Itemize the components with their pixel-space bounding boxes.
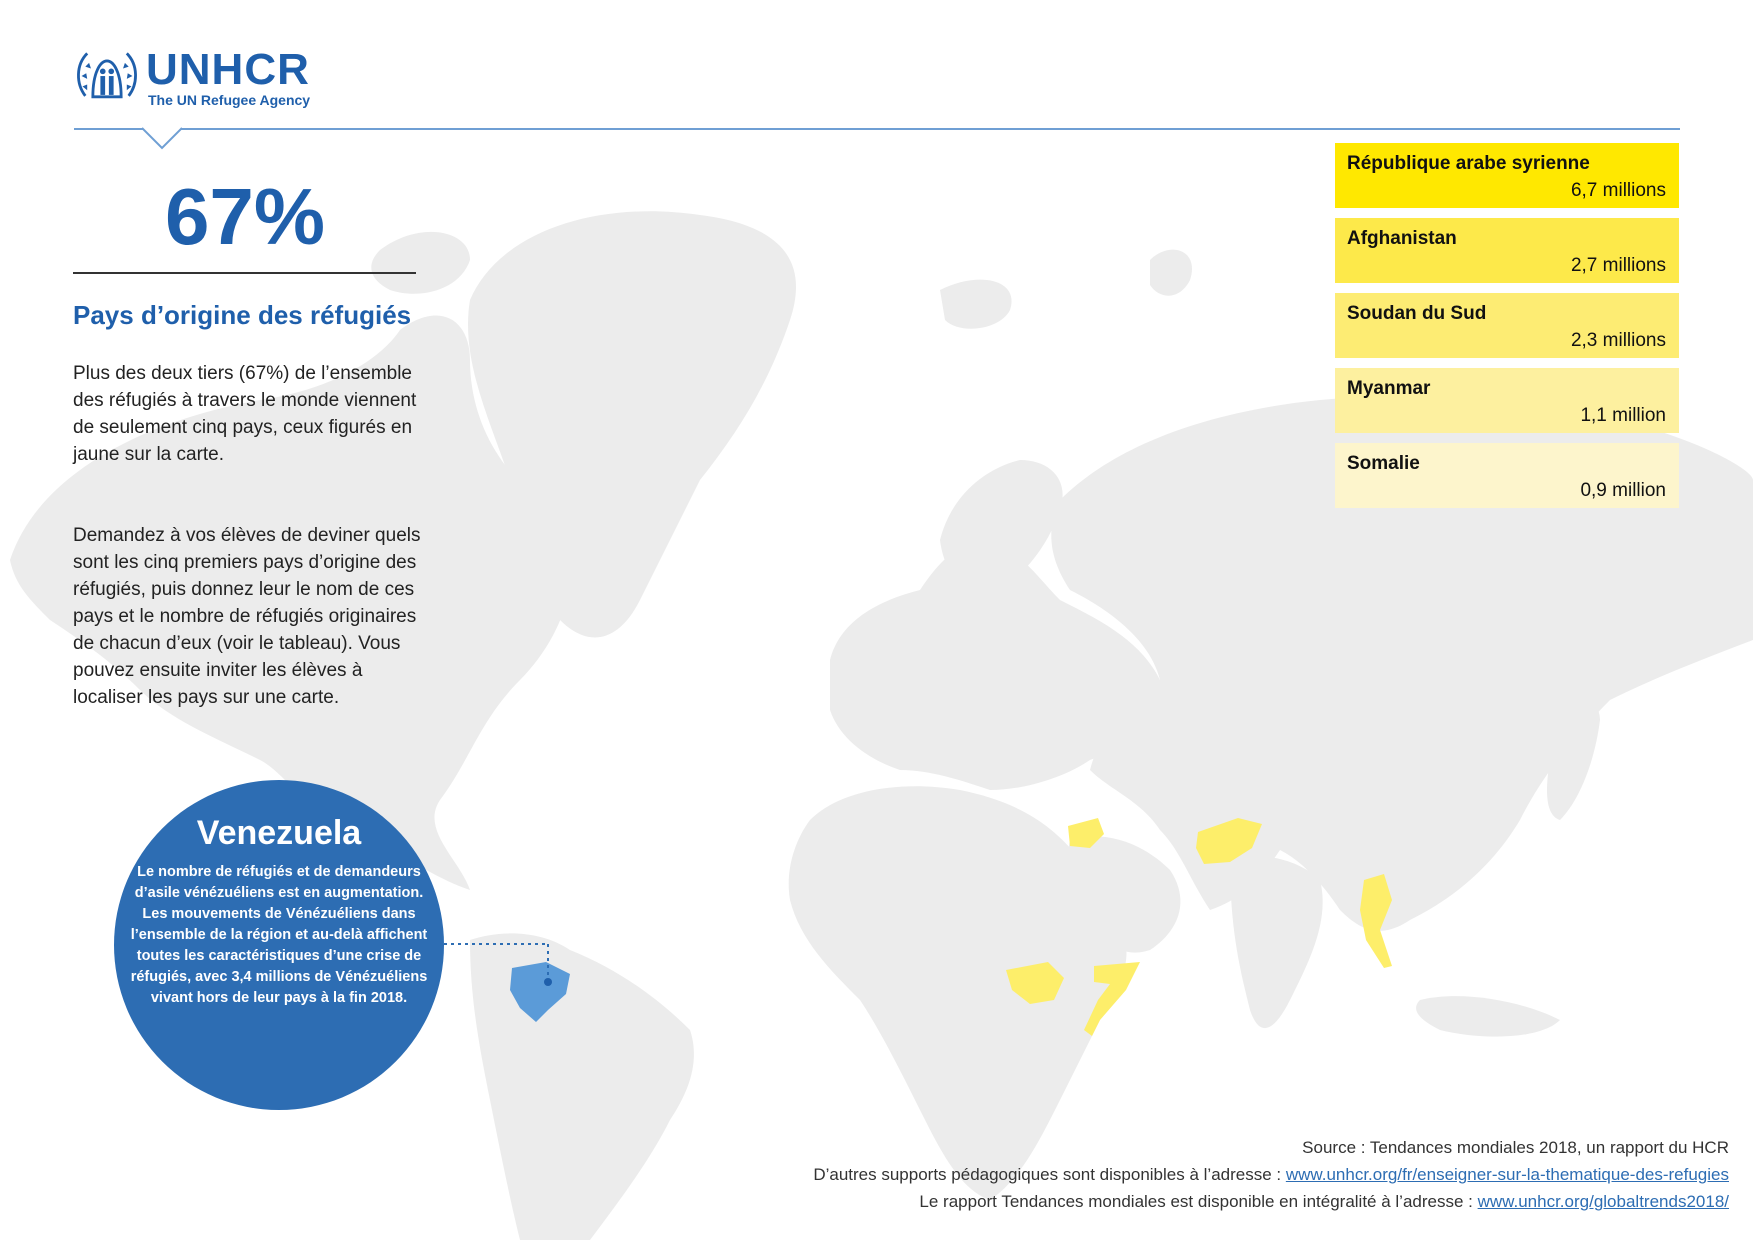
big-percentage: 67% <box>164 172 326 261</box>
intro-paragraph: Plus des deux tiers (67%) de l’ensemble des réfugiés à travers le monde viennent de seulement cinq pays, ceux figurés en jaune sur la carte. <box>73 363 417 465</box>
footer-resources <box>629 1165 1729 1185</box>
scandinavia-shape <box>940 460 1063 593</box>
logo-tagline: The UN Refugee Agency <box>148 92 311 108</box>
venezuela-dot <box>544 978 552 986</box>
global-trends-link[interactable]: www.unhcr.org/globaltrends2018/ <box>1477 1192 1729 1211</box>
japan-shape <box>1547 696 1600 820</box>
header-divider <box>74 128 1680 130</box>
section-heading: Pays d’origine des réfugiés <box>73 300 412 330</box>
country-row <box>1335 443 1679 508</box>
footer-source: Source : Tendances mondiales 2018, un rapport du HCR <box>1302 1138 1729 1157</box>
indonesia-shape <box>1416 996 1560 1036</box>
top-countries-table <box>1335 143 1679 518</box>
stat-rule <box>73 272 416 274</box>
unhcr-emblem-icon <box>74 44 140 110</box>
country-row <box>1335 143 1679 208</box>
venezuela-title: Venezuela <box>196 814 362 852</box>
footer-report-text: Le rapport Tendances mondiales est disponible en intégralité à l’adresse : <box>919 1192 1478 1211</box>
country-name: Somalie <box>1347 453 1420 474</box>
resources-link[interactable]: www.unhcr.org/fr/enseigner-sur-la-thematique-des-refugies <box>1285 1165 1729 1184</box>
country-value: 0,9 million <box>1580 480 1666 501</box>
country-row <box>1335 293 1679 358</box>
country-name: République arabe syrienne <box>1347 153 1590 174</box>
footer-resources-text: D’autres supports pédagogiques sont disponibles à l’adresse : <box>813 1165 1286 1184</box>
country-row <box>1335 368 1679 433</box>
country-value: 1,1 million <box>1580 405 1666 426</box>
footer-report <box>629 1192 1729 1212</box>
country-name: Afghanistan <box>1347 228 1457 249</box>
country-value: 6,7 millions <box>1570 180 1666 201</box>
arctic-russia-shape <box>940 280 1012 329</box>
country-value: 2,3 millions <box>1570 330 1666 351</box>
logo-wordmark: UNHCR <box>146 45 310 94</box>
country-value: 2,7 millions <box>1570 255 1666 276</box>
venezuela-text: Le nombre de réfugiés et de demandeurs d’asile vénézuéliens est en augmentation. Les mouvements de Vénézuéliens dans l’ensemble de la région et au-delà affichent toutes les caractéristiques d’une crise de réfugiés, avec 3,4 millions de Vénézuéliens vivant hors de leur pays à la fin 2018. <box>130 864 428 1006</box>
activity-paragraph: Demandez à vos élèves de deviner quels sont les cinq premiers pays d’origine des réfugiés, puis donnez leur le nom de ces pays et le nombre de réfugiés originaires de chacun d’eux (voir le tableau). Vous pouvez ensuite inviter les élèves à localiser les pays sur une carte. <box>73 525 421 708</box>
divider-notch <box>142 127 182 151</box>
country-name: Soudan du Sud <box>1347 303 1487 324</box>
india-shape <box>1230 856 1323 1028</box>
country-name: Myanmar <box>1347 378 1431 399</box>
venezuela-callout <box>114 780 444 1110</box>
country-row <box>1335 218 1679 283</box>
novaya-zemlya-shape <box>1150 250 1192 296</box>
